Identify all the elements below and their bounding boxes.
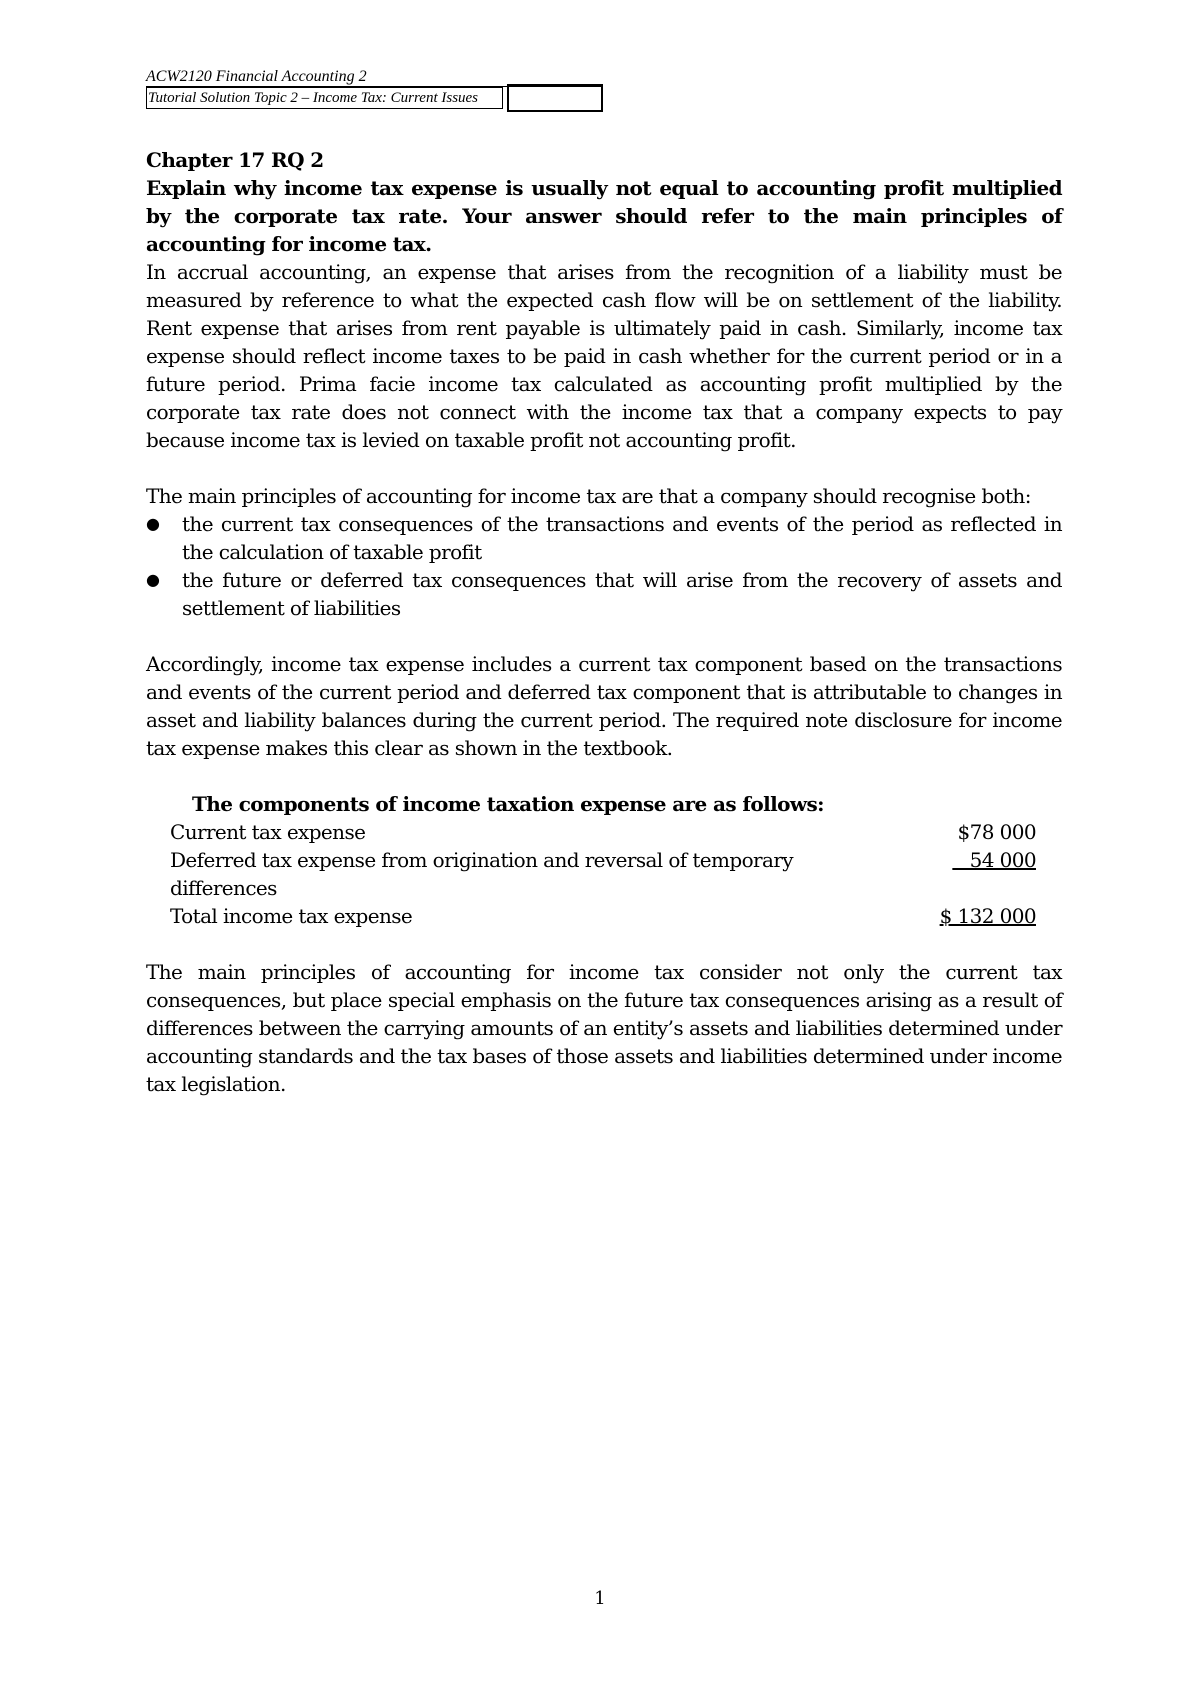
components-table — [170, 790, 1036, 930]
row-label: Deferred tax expense from origination and reversal of temporary differences — [170, 848, 793, 900]
spacer — [146, 930, 1062, 958]
row-value: $ 132 000 — [939, 904, 1036, 928]
page-number: 1 — [594, 1588, 606, 1609]
header-blank-box — [507, 84, 603, 112]
list-item: ● the current tax consequences of the transactions and events of the period as reflected in the calculation of taxable profit — [146, 510, 1062, 566]
row-value: $78 000 — [957, 820, 1036, 844]
header-topic: Tutorial Solution Topic 2 – Income Tax: Current Issues — [146, 87, 503, 109]
components-title: The components of income taxation expense are as follows: — [192, 792, 824, 816]
question-text: Explain why income tax expense is usually not equal to accounting profit multiplied by the corporate tax rate. Your answer should refer to the main principles of accounting for income tax. — [146, 176, 1062, 256]
principles-list — [146, 510, 1062, 622]
paragraph-principles-intro: The main principles of accounting for income tax are that a company should recognise both: — [146, 484, 1031, 508]
row-value: 54 000 — [952, 848, 1036, 872]
document-body — [146, 146, 1062, 1098]
table-row — [170, 818, 1036, 846]
row-label: Total income tax expense — [170, 904, 413, 928]
header-course: ACW2120 Financial Accounting 2 — [146, 68, 367, 85]
list-item: ● the future or deferred tax consequences that will arise from the recovery of assets and settlement of liabilities — [146, 566, 1062, 622]
table-row — [170, 846, 1036, 902]
paragraph-accrual: In accrual accounting, an expense that arises from the recognition of a liability must be measured by reference to what the expected cash flow will be on settlement of the liability. Rent expense that arises from rent payable is ultimately paid in cash. Similarly, income tax expense should reflect income taxes to be paid in cash whether for the current period or in a future period. Prima facie income tax calculated as accounting profit multiplied by the corporate tax rate does not connect with the income tax that a company expects to pay because income tax is levied on taxable profit not accounting profit. — [146, 260, 1062, 452]
spacer — [146, 762, 1062, 790]
row-label: Current tax expense — [170, 820, 366, 844]
spacer — [146, 454, 1062, 482]
spacer — [146, 622, 1062, 650]
chapter-heading: Chapter 17 RQ 2 — [146, 148, 324, 172]
paragraph-accordingly: Accordingly, income tax expense includes a current tax component based on the transactions and events of the current period and deferred tax component that is attributable to changes in asset and liability balances during the current period. The required note disclosure for income tax expense makes this clear as shown in the textbook. — [146, 652, 1062, 760]
paragraph-conclusion: The main principles of accounting for income tax consider not only the current tax consequences, but place special emphasis on the future tax consequences arising as a result of differences between the carrying amounts of an entity’s assets and liabilities determined under accounting standards and the tax bases of those assets and liabilities determined under income tax legislation. — [146, 960, 1062, 1096]
table-row — [170, 902, 1036, 930]
